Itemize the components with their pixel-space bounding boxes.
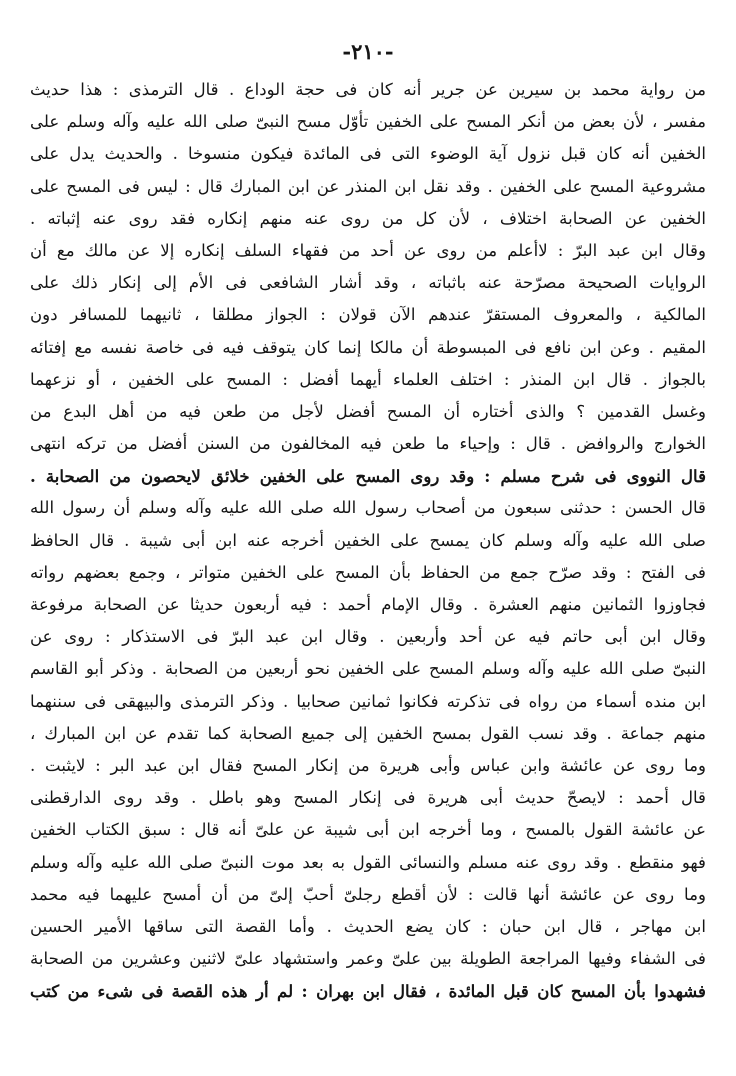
book-page — [30, 34, 706, 1054]
text-line: ابن مهاجر ، قال ابن حبان : كان يضع الحديث . وأما القصة التى ساقها الأمير الحسين — [30, 916, 706, 936]
text-line: وقال ابن أبى حاتم فيه عن أحد وأربعين . وقال ابن عبد البرّ فى الاستذكار : روى عن — [30, 627, 706, 647]
text-line: مشروعية المسح على الخفين . وقد نقل ابن المنذر عن ابن المبارك قال : ليس فى المسح على — [30, 176, 706, 196]
text-line: وغسل القدمين ؟ والذى أختاره أن المسح أفضل لأجل من طعن فيه من أهل البدع من — [30, 401, 706, 421]
text-line: وما روى عن عائشة وابن عباس وأبى هريرة من إنكار المسح فقال ابن عبد البر : لايثبت . — [30, 755, 706, 775]
text-line: فهو منقطع . وقد روى عنه مسلم والنسائى القول به بعد موت النبىّ صلى الله عليه وآله وسلم — [30, 852, 706, 872]
text-line: النبىّ صلى الله عليه وآله وسلم المسح على الخفين نحو أربعين من الصحابة . وذكر أبو القاسم — [30, 659, 706, 679]
body-text — [30, 74, 706, 1007]
text-line: منهم جماعة . وقد نسب القول بمسح الخفين إلى جميع الصحابة كما تقدم عن ابن المبارك ، — [30, 723, 706, 743]
text-line: وقال ابن عبد البرّ : لاأعلم من روى عن أحد من فقهاء السلف إنكاره إلا عن مالك مع أن — [30, 240, 706, 260]
text-line: الروايات الصحيحة مصرّحة عنه باثباته ، وقد أشار الشافعى فى الأم إلى إنكار ذلك على — [30, 273, 706, 293]
text-line: الخفين أنه كان قبل نزول آية الوضوء التى فى المائدة فيكون منسوخا . والحديث يدل على — [30, 144, 706, 164]
text-line: وما روى عن عائشة أنها قالت : لأن أقطع رجلىّ أحبّ إلىّ من أن أمسح عليهما فيه محمد — [30, 884, 706, 904]
text-line: فجاوزوا الثمانين منهم العشرة . وقال الإمام أحمد : فيه أربعون حديثا عن الصحابة مرفوعة — [30, 595, 706, 614]
text-line: المالكية ، والمعروف المستقرّ عندهم الآن قولان : الجواز مطلقا ، ثانيهما للمسافر دون — [30, 305, 706, 325]
text-line: صلى الله عليه وآله وسلم كان يمسح على الخفين أخرجه عنه ابن أبى شيبة . قال الحافظ — [30, 530, 706, 550]
text-line: فى الفتح : وقد صرّح جمع من الحفاظ بأن المسح على الخفين متواتر ، وجمع بعضهم رواته — [30, 562, 706, 582]
text-line: مفسر ، لأن بعض من أنكر المسح على الخفين تأوّل مسح النبىّ صلى الله عليه وآله وسلم على — [30, 112, 706, 132]
text-line: قال النووى فى شرح مسلم : وقد روى المسح على الخفين خلائق لايحصون من الصحابة . — [30, 466, 706, 487]
text-line: ابن منده أسماء من رواه فى تذكرته فكانوا ثمانين صحابيا . وذكر الترمذى والبيهقى فى سننهما — [30, 691, 706, 711]
text-line: من رواية محمد بن سيرين عن جرير أنه كان فى حجة الوداع . قال الترمذى : هذا حديث — [30, 80, 706, 99]
text-line: قال الحسن : حدثنى سبعون من أصحاب رسول الله صلى الله عليه وآله وسلم أن رسول الله — [30, 498, 706, 518]
text-line: فشهدوا بأن المسح كان قبل المائدة ، فقال ابن بهران : لم أر هذه القصة فى شىء من كتب — [30, 981, 706, 1002]
text-line: عن عائشة القول بالمسح ، وما أخرجه ابن أبى شيبة عن علىّ أنه قال : سبق الكتاب الخفين — [30, 820, 706, 840]
page-number: -٢١٠- — [342, 39, 394, 64]
text-line: فى الشفاء وفيها المراجعة الطويلة بين علىّ وعمر واستشهاد علىّ لاثنين وعشرين من الصحابة — [30, 949, 706, 969]
text-line: قال أحمد : لايصحّ حديث أبى هريرة فى إنكار المسح وهو باطل . وقد روى الدارقطنى — [30, 788, 706, 808]
text-line: بالجواز . قال ابن المنذر : اختلف العلماء أيهما أفضل : المسح على الخفين ، أو نزعهما — [30, 369, 706, 389]
text-line: الخوارج والروافض . قال : وإحياء ما طعن فيه المخالفون من السنن أفضل من تركه انتهى — [30, 434, 706, 454]
text-line: المقيم . وعن ابن نافع فى المبسوطة أن مالكا إنما كان يتوقف فيه فى خاصة نفسه مع إفتائه — [30, 337, 706, 357]
text-line: الخفين عن الصحابة اختلاف ، لأن كل من روى عنه منهم إنكاره فقد روى عنه إثباته . — [30, 208, 706, 228]
